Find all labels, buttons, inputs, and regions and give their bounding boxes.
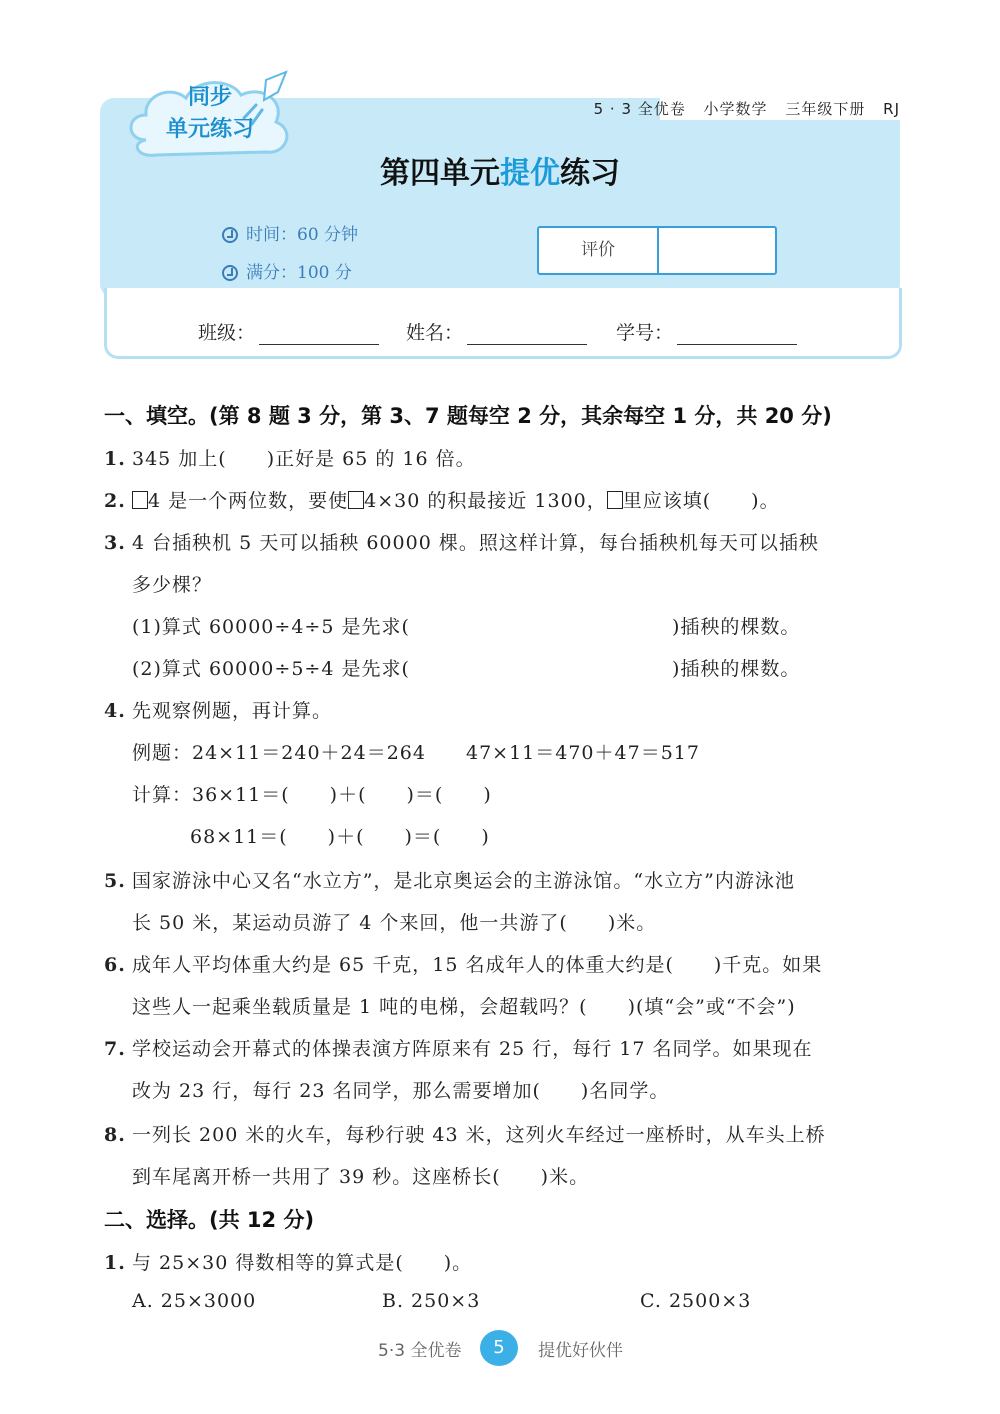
footer-slogan: 提优好伙伴 bbox=[538, 1341, 623, 1361]
title-part: 练习 bbox=[560, 156, 620, 191]
badge-line2: 单元练习 bbox=[165, 117, 254, 142]
question-5-cont: 长 50 米，某运动员游了 4 个来回，他一共游了( )米。 bbox=[132, 912, 657, 934]
time-text: 时间：60 分钟 bbox=[246, 225, 359, 245]
clock-icon bbox=[222, 227, 238, 243]
question-3-1: (1)算式 60000÷4÷5 是先求( bbox=[132, 616, 410, 638]
question-3-2-end: )插秧的棵数。 bbox=[672, 658, 801, 680]
question-6-cont: 这些人一起乘坐载质量是 1 吨的电梯，会超载吗？( )(填“会”或“不会”) bbox=[132, 996, 796, 1018]
class-label: 班级： bbox=[198, 322, 256, 344]
question-3-2: (2)算式 60000÷5÷4 是先求( bbox=[132, 658, 410, 680]
name-field bbox=[406, 318, 587, 345]
choice-question-1 bbox=[104, 1248, 472, 1275]
badge-text bbox=[140, 82, 280, 146]
question-7-cont: 改为 23 行，每行 23 名同学，那么需要增加( )名同学。 bbox=[132, 1080, 670, 1102]
student-id-label: 学号： bbox=[616, 322, 674, 344]
badge-line1: 同步 bbox=[187, 85, 232, 110]
student-id-field bbox=[616, 318, 797, 345]
question-4-calc-2: 68×11＝( )＋( )＝( ) bbox=[190, 826, 490, 848]
question-text: 4 台插秧机 5 天可以插秧 60000 棵。照这样计算，每台插秧机每天可以插秧 bbox=[132, 532, 819, 554]
section-1-title: 一、填空。(第 8 题 3 分，第 3、7 题每空 2 分，其余每空 1 分，共 20 分) bbox=[104, 404, 832, 428]
question-text: 与 25×30 得数相等的算式是( )。 bbox=[132, 1252, 473, 1274]
question-2 bbox=[104, 486, 780, 513]
question-5 bbox=[104, 866, 795, 893]
question-8 bbox=[104, 1120, 826, 1147]
page-title bbox=[0, 148, 1000, 192]
question-6 bbox=[104, 950, 822, 977]
question-number: 1. bbox=[104, 448, 126, 470]
score-info bbox=[222, 258, 352, 283]
question-text: 一列长 200 米的火车，每秒行驶 43 米，这列火车经过一座桥时，从车头上桥 bbox=[132, 1124, 826, 1146]
question-4 bbox=[104, 696, 332, 723]
check-icon bbox=[222, 265, 238, 281]
question-8-cont: 到车尾离开桥一共用了 39 秒。这座桥长( )米。 bbox=[132, 1166, 590, 1188]
student-id-input[interactable] bbox=[677, 324, 797, 345]
question-text: 4 是一个两位数，要使 bbox=[148, 490, 349, 512]
question-number: 3. bbox=[104, 532, 126, 554]
question-number: 2. bbox=[104, 490, 126, 512]
title-highlight: 提优 bbox=[500, 156, 560, 191]
title-part: 第四单元 bbox=[380, 156, 500, 191]
question-text: 345 加上( )正好是 65 的 16 倍。 bbox=[132, 448, 476, 470]
question-number: 7. bbox=[104, 1038, 126, 1060]
class-input[interactable] bbox=[259, 324, 379, 345]
name-label: 姓名： bbox=[406, 322, 464, 344]
evaluation-field[interactable] bbox=[659, 228, 775, 273]
option-b[interactable]: B. 250×3 bbox=[382, 1290, 481, 1312]
blank-box-icon bbox=[348, 491, 364, 509]
question-4-calc-1: 计算：36×11＝( )＋( )＝( ) bbox=[132, 784, 492, 806]
option-a[interactable]: A. 25×3000 bbox=[132, 1290, 257, 1312]
question-text: 4×30 的积最接近 1300， bbox=[364, 490, 607, 512]
blank-box-icon bbox=[132, 491, 148, 509]
series-name: 5 · 3 全优卷 bbox=[593, 100, 686, 118]
question-text: 成年人平均体重大约是 65 千克，15 名成年人的体重大约是( )千克。如果 bbox=[132, 954, 823, 976]
subject: 小学数学 bbox=[703, 100, 768, 118]
grade: 三年级下册 bbox=[785, 100, 866, 118]
evaluation-label: 评价 bbox=[539, 228, 659, 273]
question-3 bbox=[104, 528, 819, 555]
question-text: 先观察例题，再计算。 bbox=[132, 700, 333, 722]
evaluation-box bbox=[537, 226, 777, 275]
question-number: 8. bbox=[104, 1124, 126, 1146]
question-text: 学校运动会开幕式的体操表演方阵原来有 25 行，每行 17 名同学。如果现在 bbox=[132, 1038, 813, 1060]
option-c[interactable]: C. 2500×3 bbox=[640, 1290, 752, 1312]
question-7 bbox=[104, 1034, 813, 1061]
question-number: 6. bbox=[104, 954, 126, 976]
series-info bbox=[582, 98, 900, 119]
edition: RJ bbox=[883, 100, 900, 118]
question-3-1-end: )插秧的棵数。 bbox=[672, 616, 801, 638]
time-info bbox=[222, 220, 358, 245]
page-footer bbox=[0, 1330, 1000, 1366]
question-3-cont: 多少棵？ bbox=[132, 574, 213, 596]
blank-box-icon bbox=[607, 491, 623, 509]
question-text: 国家游泳中心又名“水立方”，是北京奥运会的主游泳馆。“水立方”内游泳池 bbox=[132, 870, 795, 892]
footer-brand: 5·3 全优卷 bbox=[378, 1341, 462, 1361]
section-2-title: 二、选择。(共 12 分) bbox=[104, 1208, 315, 1232]
question-number: 1. bbox=[104, 1252, 126, 1274]
question-text: 里应该填( )。 bbox=[622, 490, 780, 512]
question-1 bbox=[104, 444, 476, 471]
question-number: 4. bbox=[104, 700, 126, 722]
class-field bbox=[198, 318, 379, 345]
name-input[interactable] bbox=[467, 324, 587, 345]
question-number: 5. bbox=[104, 870, 126, 892]
question-4-example: 例题：24×11＝240＋24＝264 47×11＝470＋47＝517 bbox=[132, 742, 700, 764]
page-number: 5 bbox=[480, 1330, 518, 1366]
score-text: 满分：100 分 bbox=[246, 263, 352, 283]
